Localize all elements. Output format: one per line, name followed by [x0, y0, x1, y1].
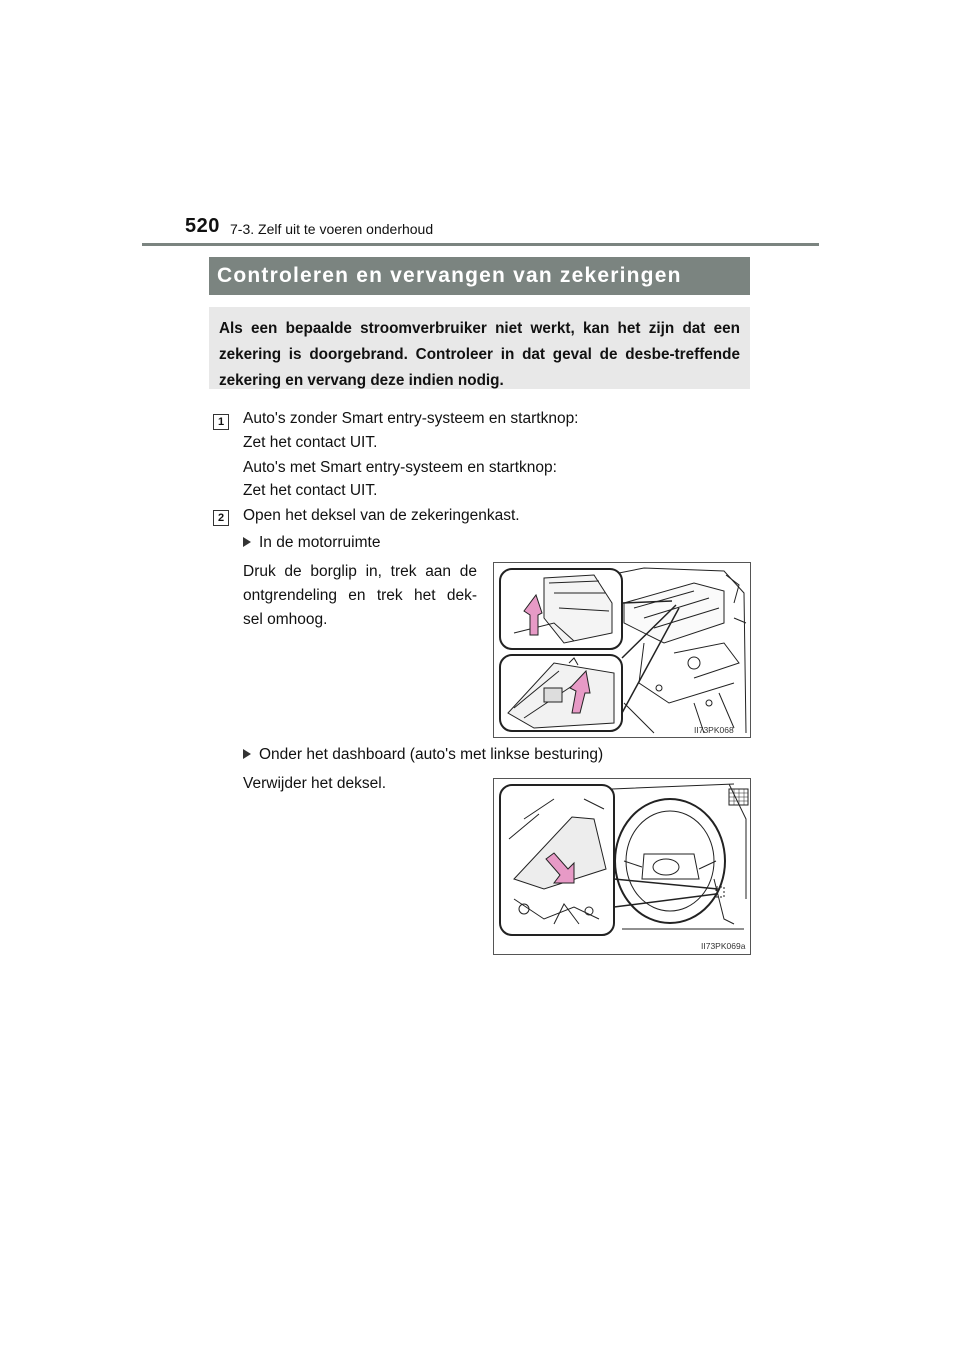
step-2-text: Open het deksel van de zekeringenkast. [243, 507, 520, 524]
step-1-line-1: Auto's zonder Smart entry-systeem en startknop: [243, 410, 579, 427]
bullet-under-dashboard-label: Onder het dashboard (auto's met linkse besturing) [259, 746, 604, 763]
section-title: 7-3. Zelf uit te voeren onderhoud [230, 221, 434, 237]
engine-instruction-line-1: Druk de borglip in, trek aan de [243, 563, 477, 580]
page-title: Controleren en vervangen van zekeringen [209, 257, 750, 295]
step-1-line-3: Auto's met Smart entry-systeem en startknop: [243, 459, 557, 476]
bullet-triangle-icon [243, 749, 251, 759]
dashboard-instruction: Verwijder het deksel. [243, 775, 387, 792]
step-number-2: 2 [213, 510, 229, 526]
engine-fuse-box-illustration [493, 562, 751, 738]
bullet-triangle-icon [243, 537, 251, 547]
intro-box: Als een bepaalde stroomverbruiker niet werkt, kan het zijn dat een zekering is doorgebrand. Controleer in dat geval de desbe-treffende zekering en vervang deze indien nodig. [209, 307, 750, 389]
header-rule [142, 243, 819, 246]
bullet-under-dashboard [243, 743, 603, 767]
dashboard-fuse-box-drawing [494, 779, 750, 954]
bullet-engine-compartment [243, 531, 380, 555]
step-number-1: 1 [213, 414, 229, 430]
bullet-engine-compartment-label: In de motorruimte [259, 534, 381, 551]
step-1-line-4: Zet het contact UIT. [243, 482, 378, 499]
dashboard-fuse-box-illustration [493, 778, 751, 955]
engine-instruction-line-2: ontgrendeling en trek het dek- [243, 587, 477, 604]
figure-code-2: II73PK069a [701, 941, 746, 951]
page-number: 520 [185, 215, 220, 237]
engine-fuse-box-drawing [494, 563, 750, 737]
figure-code-1: II73PK068 [694, 725, 734, 735]
engine-instruction-line-3: sel omhoog. [243, 611, 328, 628]
step-1-line-2: Zet het contact UIT. [243, 434, 378, 451]
